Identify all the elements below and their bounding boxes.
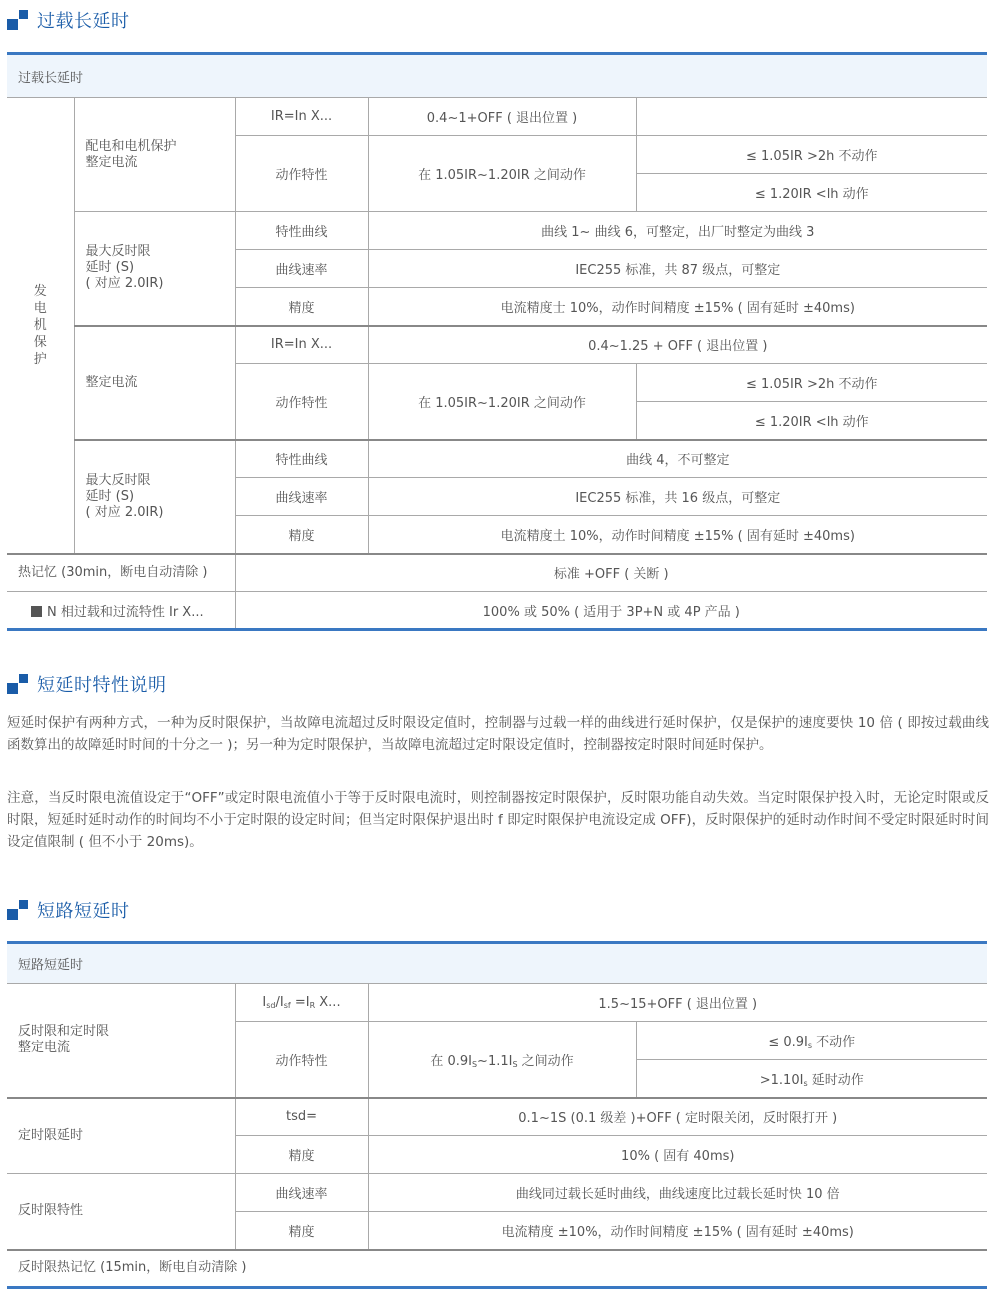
- row-label-inverse-and-definite-setting-current: 反时限和定时限 整定电流: [7, 984, 235, 1098]
- row-label-inverse-time-characteristic: 反时限特性: [7, 1174, 235, 1250]
- table-header-row: [7, 943, 987, 984]
- param-cell: 精度: [235, 516, 368, 554]
- param-cell: tsd=: [235, 1098, 368, 1136]
- section-title-text: 短路短延时: [37, 901, 130, 922]
- row-label-setting-current: 整定电流: [74, 326, 235, 440]
- value-cell: 0.4~1.25 + OFF ( 退出位置 ): [368, 326, 987, 364]
- value-cell: 在 1.05IR~1.20IR 之间动作: [368, 364, 636, 440]
- row-label-definite-time-delay: 定时限延时: [7, 1098, 235, 1174]
- value-cell: 在 $0.9I_S\sim 1.1I_S$ 之间动作: [368, 1022, 636, 1098]
- section-title-text: 短延时特性说明: [37, 675, 167, 696]
- value-cell: 曲线 4，不可整定: [368, 440, 987, 478]
- row-label-max-inverse-delay-2: 最大反时限 延时 (S) ( 对应 2.0IR): [74, 440, 235, 554]
- row-label-n-phase: N 相过载和过流特性 Ir X...: [7, 592, 235, 630]
- section-bullet-icon: [7, 674, 29, 694]
- row-label-thermal-memory: 热记忆 (30min，断电自动清除 ): [7, 554, 235, 592]
- param-cell: 动作特性: [235, 136, 368, 212]
- table-header: 过载长延时: [7, 54, 987, 98]
- value-cell: 曲线 1~ 曲线 6，可整定，出厂时整定为曲线 3: [368, 212, 987, 250]
- value-cell: 曲线同过载长延时曲线，曲线速度比过载长延时快 10 倍: [368, 1174, 987, 1212]
- value-cell: 10% ( 固有 40ms): [368, 1136, 987, 1174]
- table-row: [7, 1098, 987, 1136]
- value-cell: 0.4~1+OFF ( 退出位置 ): [368, 98, 636, 136]
- value-cell: 100% 或 50% ( 适用于 3P+N 或 4P 产品 ): [235, 592, 987, 630]
- value-cell: IEC255 标准，共 87 级点，可整定: [368, 250, 987, 288]
- table-row: [7, 326, 987, 364]
- table-row: [7, 212, 987, 250]
- sub-value-cell: $>1.10I_s$ 延时动作: [636, 1060, 987, 1098]
- section-title-short-circuit-short-delay: [7, 896, 130, 924]
- table-row: [7, 592, 987, 630]
- table-row: [7, 440, 987, 478]
- description-paragraph-1: 短延时保护有两种方式，一种为反时限保护，当故障电流超过反时限设定值时，控制器与过载一样的曲线进行延时保护，仅是保护的速度要快 10 倍 ( 即按过载曲线函数算出的故障延时时间的十分之一 )；另一种为定时限保护，当故障电流超过定时限设定值时，控制器按定时限时间延时保护。: [7, 715, 989, 753]
- sub-value-cell: ≤ 1.05IR >2h 不动作: [636, 364, 987, 402]
- sub-value-cell: ≤ 1.20IR <lh 动作: [636, 174, 987, 212]
- param-cell-isd: $I_{sd}/I_{sf} =I_R$ X...: [235, 984, 368, 1022]
- param-cell: IR=In X...: [235, 98, 368, 136]
- square-bullet-icon: [31, 606, 42, 617]
- param-cell: 曲线速率: [235, 1174, 368, 1212]
- table-row: [7, 554, 987, 592]
- param-cell: 动作特性: [235, 1022, 368, 1098]
- param-cell: 特性曲线: [235, 440, 368, 478]
- group-label-generator-protection: 发 电 机 保 护: [7, 98, 74, 554]
- sub-value-cell: ≤ $0.9I_s$ 不动作: [636, 1022, 987, 1060]
- overload-long-delay-table: [7, 52, 987, 631]
- section-bullet-icon: [7, 10, 29, 30]
- value-cell: 在 1.05IR~1.20IR 之间动作: [368, 136, 636, 212]
- param-cell: 动作特性: [235, 364, 368, 440]
- value-cell: 0.1~1S (0.1 级差 )+OFF ( 定时限关闭，反时限打开 ): [368, 1098, 987, 1136]
- row-label-distribution-motor-setting-current: 配电和电机保护 整定电流: [74, 98, 235, 212]
- param-cell: 曲线速率: [235, 478, 368, 516]
- value-cell: 1.5~15+OFF ( 退出位置 ): [368, 984, 987, 1022]
- table-row: [7, 1174, 987, 1212]
- value-cell: IEC255 标准，共 16 级点，可整定: [368, 478, 987, 516]
- param-cell: 特性曲线: [235, 212, 368, 250]
- section-title-text: 过载长延时: [37, 11, 130, 32]
- table-row: [7, 984, 987, 1022]
- extra-cell: [636, 98, 987, 136]
- value-cell: 电流精度土 10%，动作时间精度 ±15% ( 固有延时 ±40ms): [368, 516, 987, 554]
- sub-value-cell: ≤ 1.05IR >2h 不动作: [636, 136, 987, 174]
- table-header: 短路短延时: [7, 943, 987, 984]
- short-circuit-short-delay-table: [7, 941, 987, 1289]
- row-label-inverse-thermal-memory: 反时限热记忆 (15min，断电自动清除 ): [7, 1250, 987, 1288]
- value-cell: 标准 +OFF ( 关断 ): [235, 554, 987, 592]
- sub-value-cell: ≤ 1.20IR <lh 动作: [636, 402, 987, 440]
- table-row: [7, 98, 987, 136]
- param-cell: 精度: [235, 288, 368, 326]
- row-label-max-inverse-delay: 最大反时限 延时 (S) ( 对应 2.0IR): [74, 212, 235, 326]
- value-cell: 电流精度 ±10%，动作时间精度 ±15% ( 固有延时 ±40ms): [368, 1212, 987, 1250]
- section-title-short-delay-description: [7, 670, 167, 698]
- section-bullet-icon: [7, 900, 29, 920]
- table-header-row: [7, 54, 987, 98]
- param-cell: 曲线速率: [235, 250, 368, 288]
- param-cell: IR=In X...: [235, 326, 368, 364]
- value-cell: 电流精度士 10%，动作时间精度 ±15% ( 固有延时 ±40ms): [368, 288, 987, 326]
- section-title-overload-long-delay: [7, 6, 130, 34]
- description-paragraph-2: 注意，当反时限电流值设定于“OFF”或定时限电流值小于等于反时限电流时，则控制器按定时限保护，反时限功能自动失效。当定时限保护投入时，无论定时限或反时限，短延时延时动作的时间均不小于定时限的设定时间；但当定时限保护退出时 f 即定时限保护电流设定成 OFF)，反时限保护的延时动作时间不受定时限延时时间设定值限制 ( 但不小于 20ms)。: [7, 790, 989, 850]
- param-cell: 精度: [235, 1212, 368, 1250]
- param-cell: 精度: [235, 1136, 368, 1174]
- table-row: [7, 1250, 987, 1288]
